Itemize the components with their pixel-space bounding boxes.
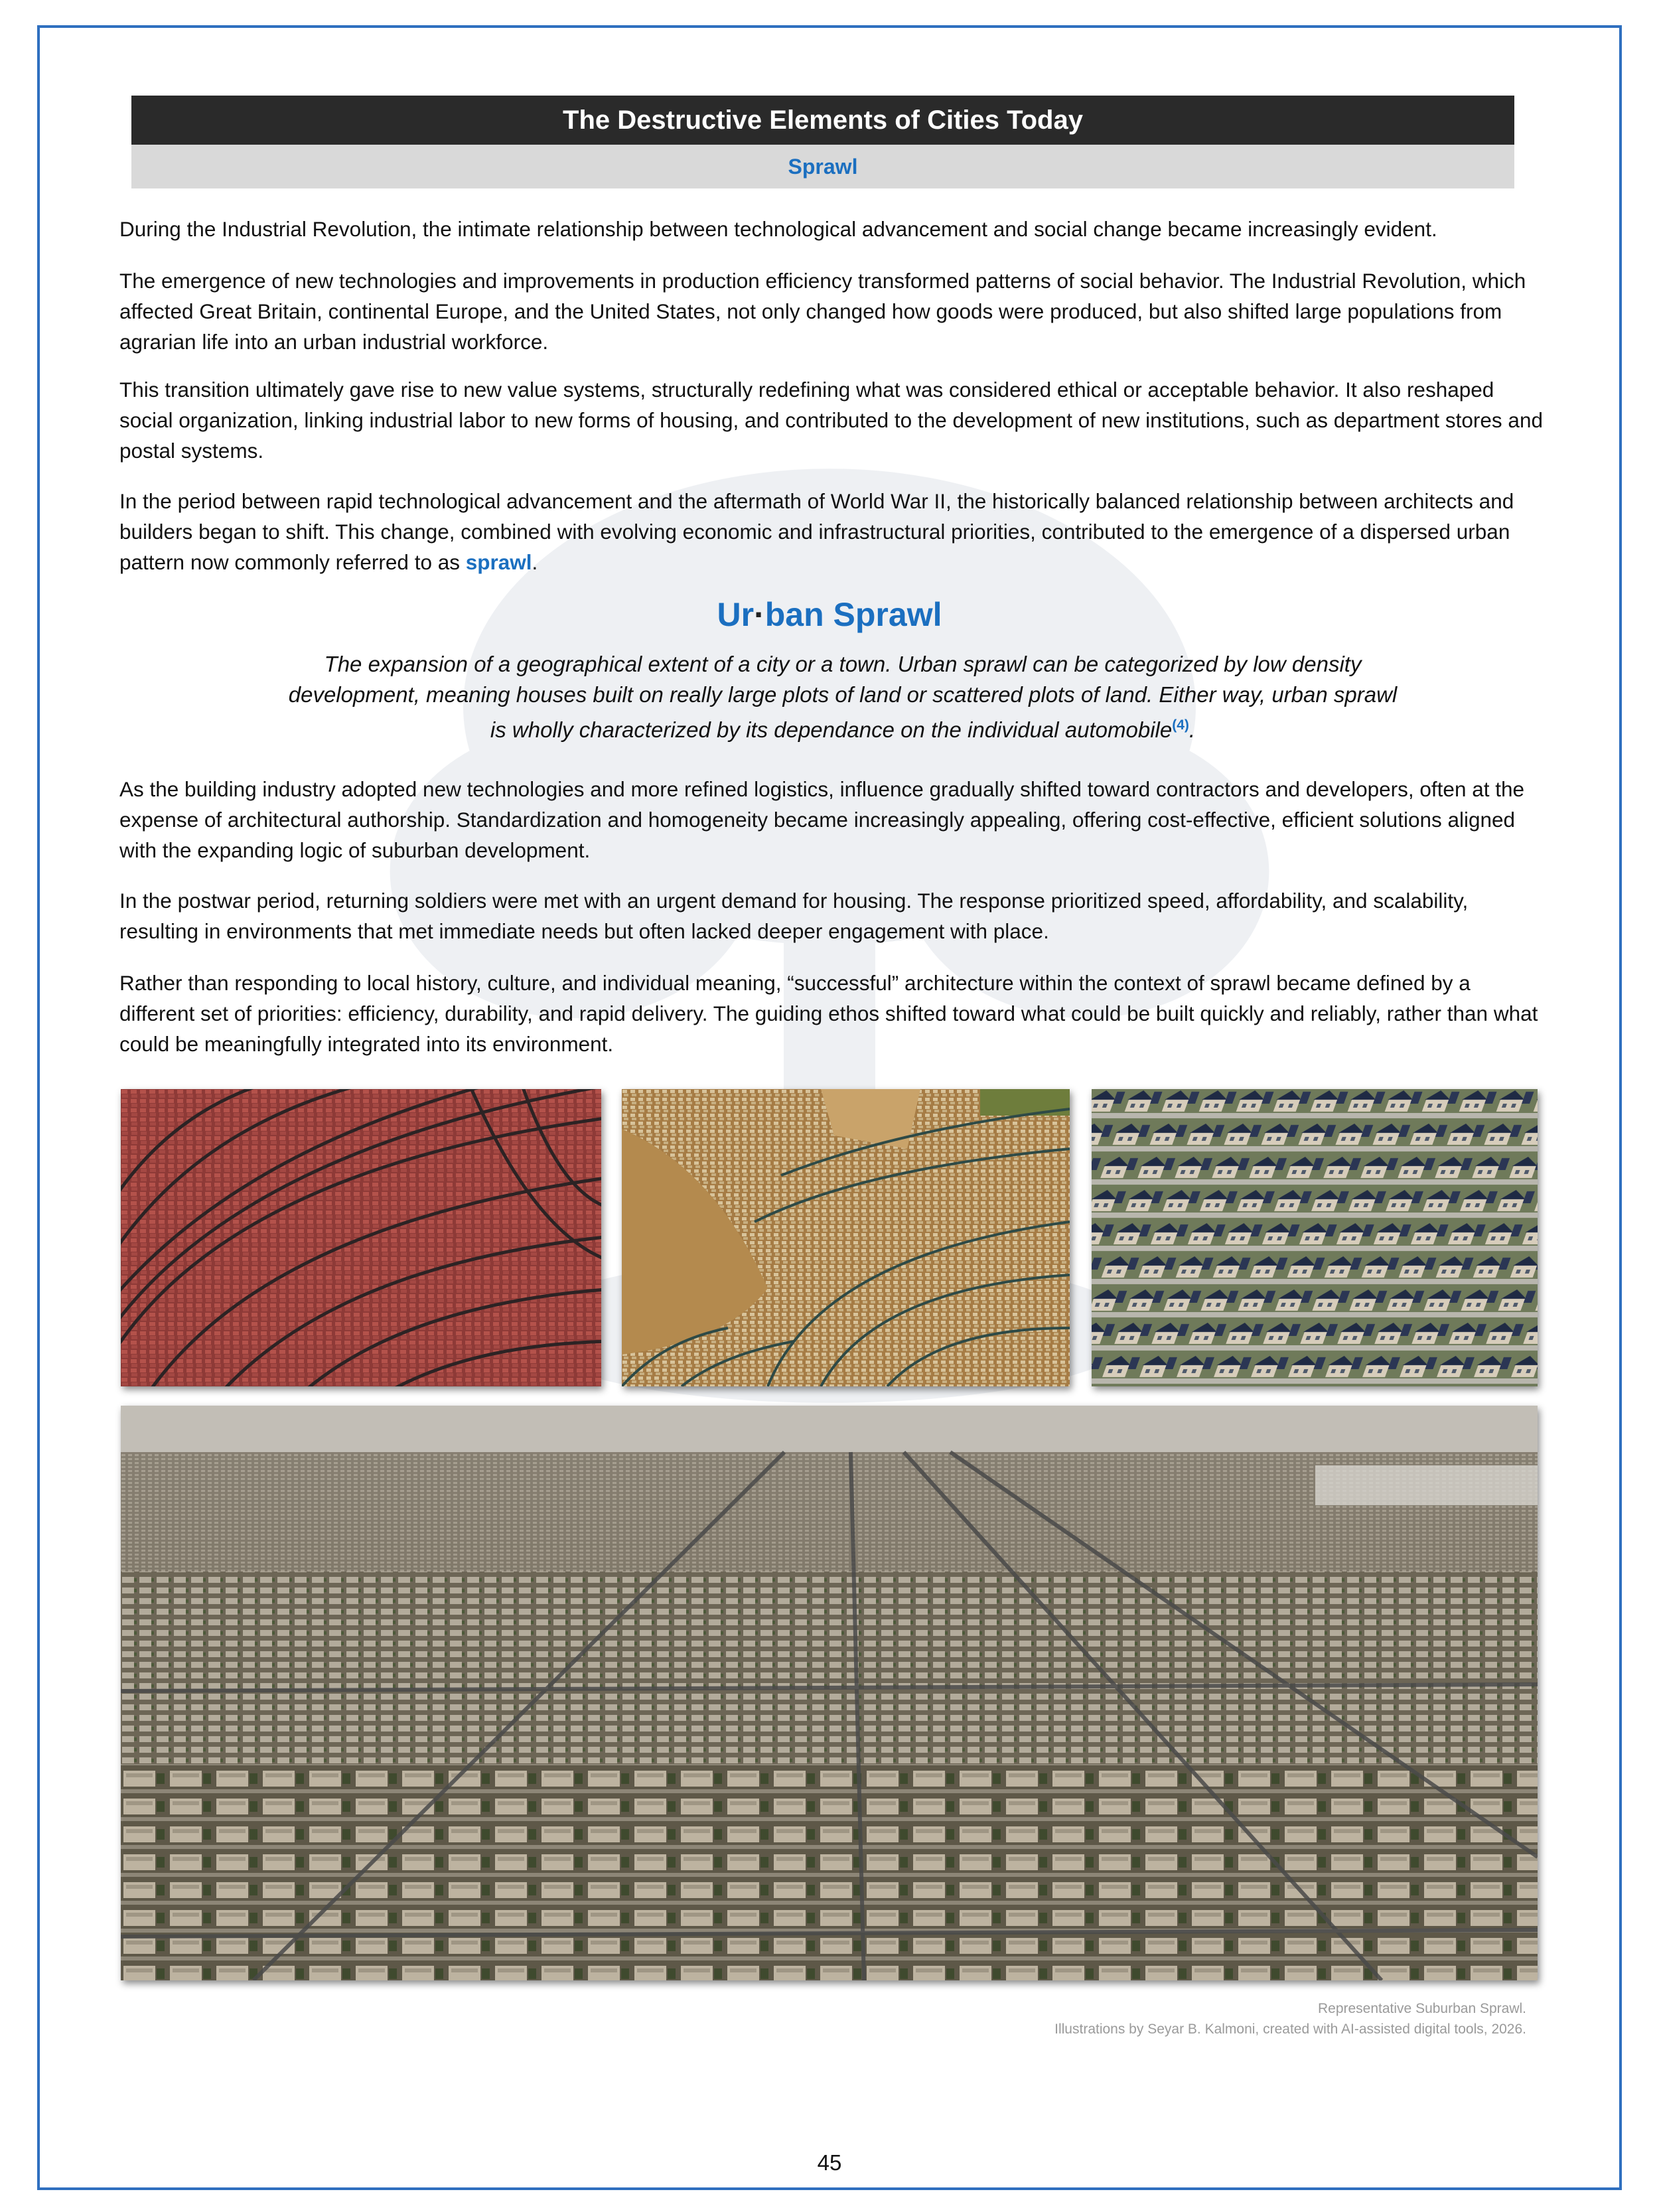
paragraph-1: During the Industrial Revolution, the intimate relationship between technological advancement and social change became increasingly evident. [119,217,1437,241]
paragraph-4-text: In the period between rapid technological advancement and the aftermath of World War II, the historically balanced relationship between architects and builders began to shift. This change, combined with evolving economic and infrastructural priorities, contributed to the emergence of a dispersed urban pattern now commonly referred to as [119,489,1514,574]
sprawl-term-link[interactable]: sprawl [465,550,532,574]
definition-term [0,595,1659,634]
citation-link[interactable]: (4) [1172,717,1189,733]
paragraph-5: As the building industry adopted new technologies and more refined logistics, influence gradually shifted toward contractors and developers, often at the expense of architectural authorship. Standardization and homogeneity became increasingly appealing, offering cost-effective, efficient solutions aligned with the expanding logic of suburban development. [119,777,1525,862]
red-roof-illustration [121,1089,601,1386]
panorama-illustration [121,1406,1538,1980]
paragraph-4-end: . [532,550,538,574]
desert-illustration [622,1089,1070,1386]
definition-text [279,649,1407,745]
photo-identical-houses [1092,1089,1538,1386]
definition-term-part1: Ur [717,596,755,633]
figure-caption-credit: Illustrations by Seyar B. Kalmoni, created with AI-assisted digital tools, 2026. [1054,2022,1526,2037]
figure-caption-title: Representative Suburban Sprawl. [1317,2001,1526,2016]
paragraph-2: The emergence of new technologies and improvements in production efficiency transformed patterns of social behavior. The Industrial Revolution, which affected Great Britain, continental Europe, and the United States, not only changed how goods were produced, but also shifted large populations from agrarian life into an urban industrial workforce. [119,269,1526,354]
paragraph-4 [119,486,1546,577]
photo-desert-subdivision [622,1089,1070,1386]
paragraph-6: In the postwar period, returning soldiers were met with an urgent demand for housing. The response prioritized speed, affordability, and scalability, resulting in environments that met immediate needs but often lacked deeper engagement with place. [119,889,1469,943]
paragraph-3: This transition ultimately gave rise to new value systems, structurally redefining what was considered ethical or acceptable behavior. It also reshaped social organization, linking industrial labor to new forms of housing, and contributed to the development of new institutions, such as department stores and postal systems. [119,378,1543,463]
page-number: 45 [817,2150,842,2175]
identical-houses-illustration [1092,1089,1538,1386]
definition-term-part2: ban Sprawl [764,596,942,633]
definition-body: The expansion of a geographical extent of a city or a town. Urban sprawl can be categorized by low density development, meaning houses built on really large plots of land or scattered plots of land. Either way, urban sprawl is wholly characterized by its dependance on the individual automobile [288,652,1398,742]
section-subtitle: Sprawl [131,145,1514,188]
definition-end: . [1189,717,1196,742]
photo-suburban-panorama [121,1406,1538,1980]
definition-term-dot: · [754,596,765,633]
section-title: The Destructive Elements of Cities Today [131,96,1514,145]
photo-red-roof-subdivision [121,1089,601,1386]
paragraph-7: Rather than responding to local history, culture, and individual meaning, “successful” architecture within the context of sprawl became defined by a different set of priorities: efficiency, durability, and rapid delivery. The guiding ethos shifted toward what could be built quickly and reliably, rather than what could be meaningfully integrated into its environment. [119,971,1538,1056]
